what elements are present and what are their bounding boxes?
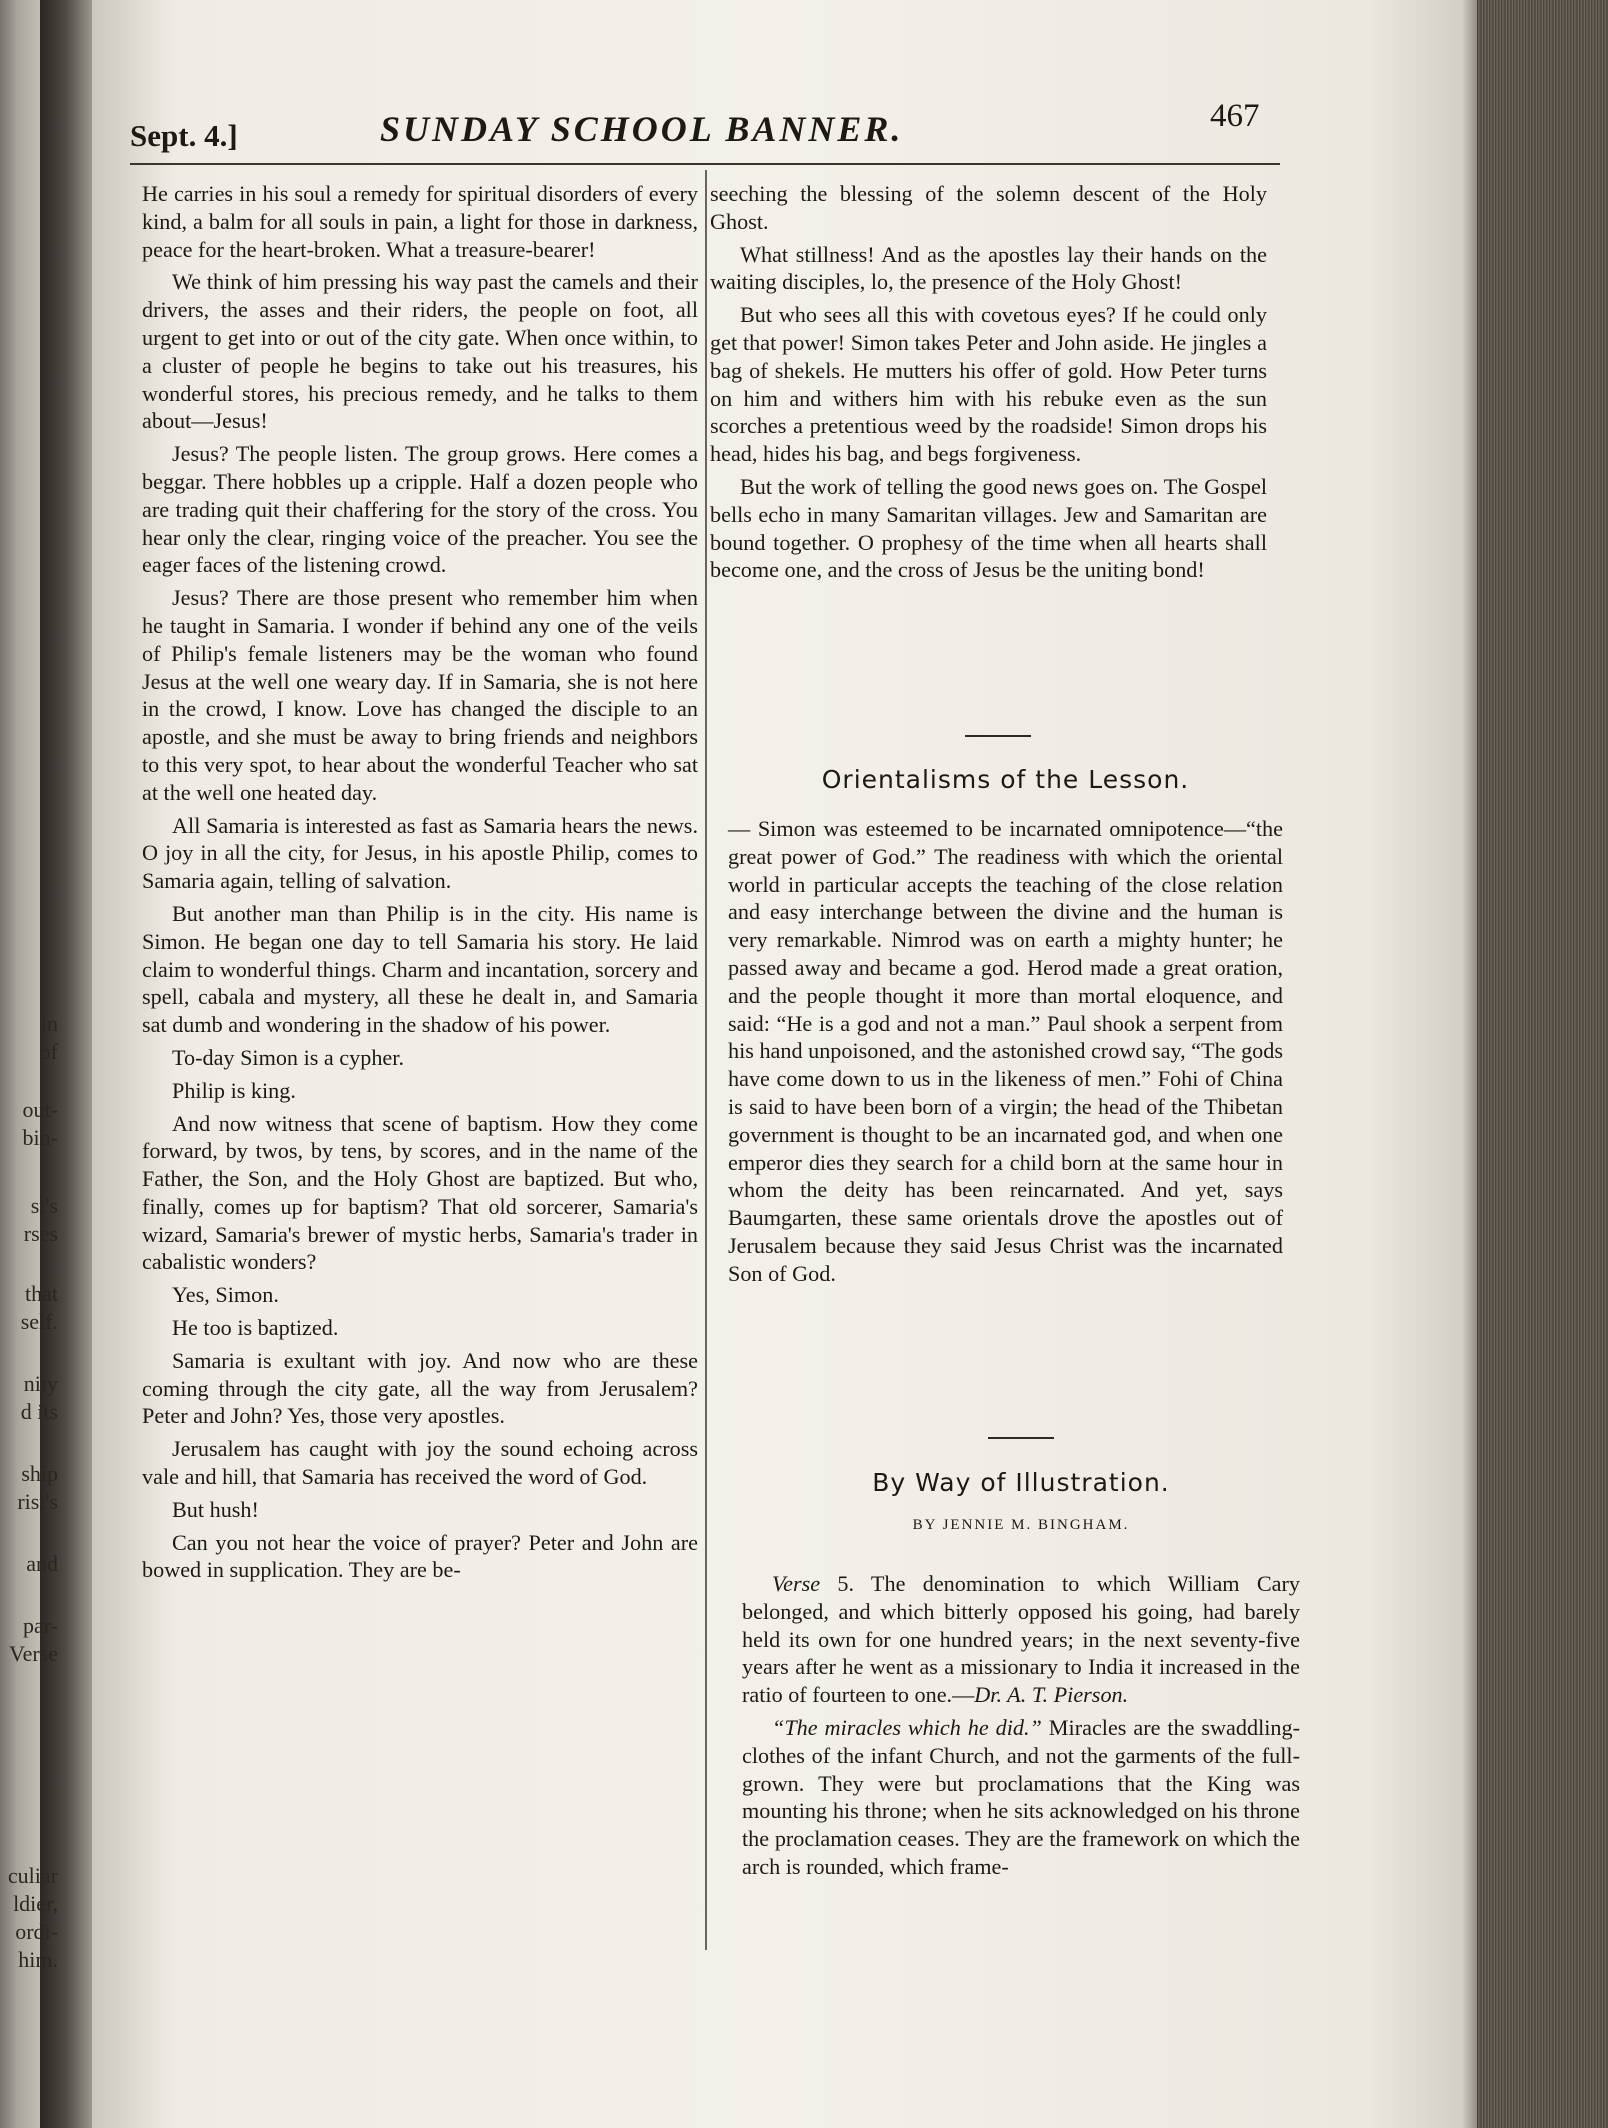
margin-fragment: culiar: [7, 1863, 58, 1888]
margin-fragment: in: [40, 1011, 58, 1036]
journal-title: SUNDAY SCHOOL BANNER.: [380, 109, 904, 149]
paragraph: But who sees all this with covetous eyes? If he could only get that power! Simon takes Peter and John aside. He jingles a bag of shekels. He mutters his offer of gold. How Peter turns on him and withers him with his rebuke even as the sun scorches a pretentious weed by the roadside! Simon drops his head, hides his bag, and begs forgiveness.: [710, 302, 1267, 467]
issue-date: Sept. 4.]: [130, 118, 238, 153]
margin-fragment: ship: [21, 1461, 58, 1486]
paragraph: He carries in his soul a remedy for spiritual disorders of every kind, a balm for all souls in pain, a light for those in darkness, peace for the heart-broken. What a treasure-bearer!: [142, 181, 698, 262]
margin-fragment: out-: [22, 1097, 58, 1122]
page-number: 467: [1210, 98, 1260, 134]
margin-fragment: rist's: [17, 1489, 58, 1514]
paragraph: Jesus? The people listen. The group grows. Here comes a beggar. There hobbles up a cripple. Half a dozen people who are trading quit their chaffering for the story of the cross. You hear only the clear, ringing voice of the preacher. You see the eager faces of the listening crowd.: [142, 441, 698, 578]
illustration-section: [742, 1570, 1300, 1886]
quote-text: Miracles are the swaddling-clothes of the infant Church, and not the garments of the full-grown. They were but proclamations that the King was mounting his throne; when he sits acknowledged on his throne the proclamation ceases. They are the framework on which the arch is rounded, which frame-: [742, 1714, 1300, 1879]
author-byline: BY JENNIE M. BINGHAM.: [912, 1517, 1130, 1533]
paragraph: Samaria is exultant with joy. And now who are these coming through the city gate, all the way from Jerusalem? Peter and John? Yes, those very apostles.: [142, 1347, 698, 1429]
paragraph: Yes, Simon.: [172, 1282, 279, 1308]
paragraph: — Simon was esteemed to be incarnated omnipotence—“the great power of God.” The readiness with which the oriental world in particular accepts the teaching of the close relation and easy interchange between the divine and the human is very remarkable. Nimrod was on earth a mighty hunter; he passed away and became a god. Herod made a great oration, and the people thought it more than mortal eloquence, and said: “He is a god and not a man.” Paul shook a serpent from his hand unpoisoned, and the astonished crowd say, “The gods have come down to us in the likeness of men.” Fohi of China is said to have been born of a virgin; the head of the Thibetan government is thought to be an incarnated god, and when one emperor dies they search for a child born at the same hour in whom the deity has been reincarnated. And yet, says Baumgarten, these same orientals drove the apostles out of Jerusalem because they said Jesus Christ was the incarnated Son of God.: [728, 816, 1283, 1286]
section-divider: [988, 1437, 1054, 1439]
paragraph: He too is baptized.: [172, 1315, 339, 1341]
paragraph: What stillness! And as the apostles lay their hands on the waiting disciples, lo, the presence of the Holy Ghost!: [710, 241, 1267, 295]
margin-fragment: par-: [23, 1613, 58, 1638]
paragraph: [742, 1714, 1300, 1881]
margin-fragment: Verse: [9, 1641, 58, 1666]
paragraph: But hush!: [172, 1496, 259, 1522]
margin-fragment: him.: [18, 1947, 58, 1972]
margin-fragment: of: [39, 1039, 58, 1064]
paragraph: All Samaria is interested as fast as Samaria hears the news. O joy in all the city, for Jesus, in his apostle Philip, comes to Samaria again, telling of salvation.: [142, 812, 698, 894]
left-column: [142, 180, 698, 1589]
margin-fragment: bin-: [22, 1125, 58, 1150]
quote-label: “The miracles which he did.”: [772, 1714, 1042, 1740]
paragraph: But the work of telling the good news goes on. The Gospel bells echo in many Samaritan villages. Jew and Samaritan are bound together. O prophesy of the time when all hearts shall become one, and the cross of Jesus be the uniting bond!: [710, 473, 1267, 583]
header-rule: [130, 163, 1280, 165]
paragraph: We think of him pressing his way past the camels and their drivers, the asses and their riders, the people on foot, all urgent to get into or out of the city gate. When once within, to a cluster of people he begins to take out his treasures, his wonderful stores, his precious remedy, and he talks to them about—Jesus!: [142, 269, 698, 434]
paragraph: Jesus? There are those present who remember him when he taught in Samaria. I wonder if behind any one of the veils of Philip's female listeners may be the woman who found Jesus at the well one weary day. If in Samaria, she is not here in the crowd, I know. Love has changed the disciple to an apostle, and she must be away to bring friends and neighbors to this very spot, to hear about the wonderful Teacher who sat at the well one heated day.: [142, 585, 698, 805]
paragraph: But another man than Philip is in the city. His name is Simon. He began one day to tell Samaria his story. He laid claim to wonderful things. Charm and incantation, sorcery and spell, cabala and mystery, all these he dealt in, and Samaria sat dumb and wondering in the shadow of his power.: [142, 900, 698, 1038]
margin-fragment: d its: [20, 1399, 58, 1424]
paragraph: [742, 1570, 1300, 1709]
margin-fragment: ldier,: [13, 1891, 58, 1916]
margin-fragment: rses: [23, 1221, 58, 1246]
margin-fragment: self.: [20, 1309, 58, 1334]
orientalisms-section: [728, 815, 1283, 1293]
paragraph: Can you not hear the voice of prayer? Peter and John are bowed in supplication. They are be-: [142, 1529, 698, 1583]
paragraph: Philip is king.: [172, 1077, 296, 1103]
paragraph: To-day Simon is a cypher.: [172, 1044, 404, 1070]
margin-fragment: nity: [23, 1371, 58, 1396]
column-divider: [705, 170, 707, 1950]
margin-fragment: st's: [30, 1193, 58, 1218]
orientalisms-heading: Orientalisms of the Lesson.: [821, 765, 1190, 794]
verse-label: Verse: [772, 1571, 821, 1596]
right-column-continuation: [710, 180, 1267, 589]
book-fore-edge: [1477, 0, 1608, 2128]
margin-fragment: that: [25, 1281, 58, 1306]
paragraph: Jerusalem has caught with joy the sound echoing across vale and hill, that Samaria has received the word of God.: [142, 1436, 698, 1490]
verse-attribution: Dr. A. T. Pierson.: [974, 1682, 1129, 1708]
margin-fragment: and: [26, 1551, 58, 1576]
illustration-heading: By Way of Illustration.: [872, 1468, 1170, 1497]
paragraph: And now witness that scene of baptism. How they come forward, by twos, by tens, by scores, and in the name of the Father, the Son, and the Holy Ghost are baptized. But who, finally, comes up for baptism? That old sorcerer, Samaria's wizard, Samaria's brewer of mystic herbs, Samaria's trader in cabalistic wonders?: [142, 1110, 698, 1275]
verse-text: 5. The denomination to which William Cary belonged, and which bitterly opposed his going, had barely held its own for one hundred years; in the next seventy-five years after he went as a missionary to India it increased in the ratio of fourteen to one.—: [742, 1571, 1300, 1708]
section-divider: [965, 735, 1031, 737]
margin-fragment: ordi-: [15, 1919, 58, 1944]
paragraph: seeching the blessing of the solemn descent of the Holy Ghost.: [710, 181, 1267, 234]
